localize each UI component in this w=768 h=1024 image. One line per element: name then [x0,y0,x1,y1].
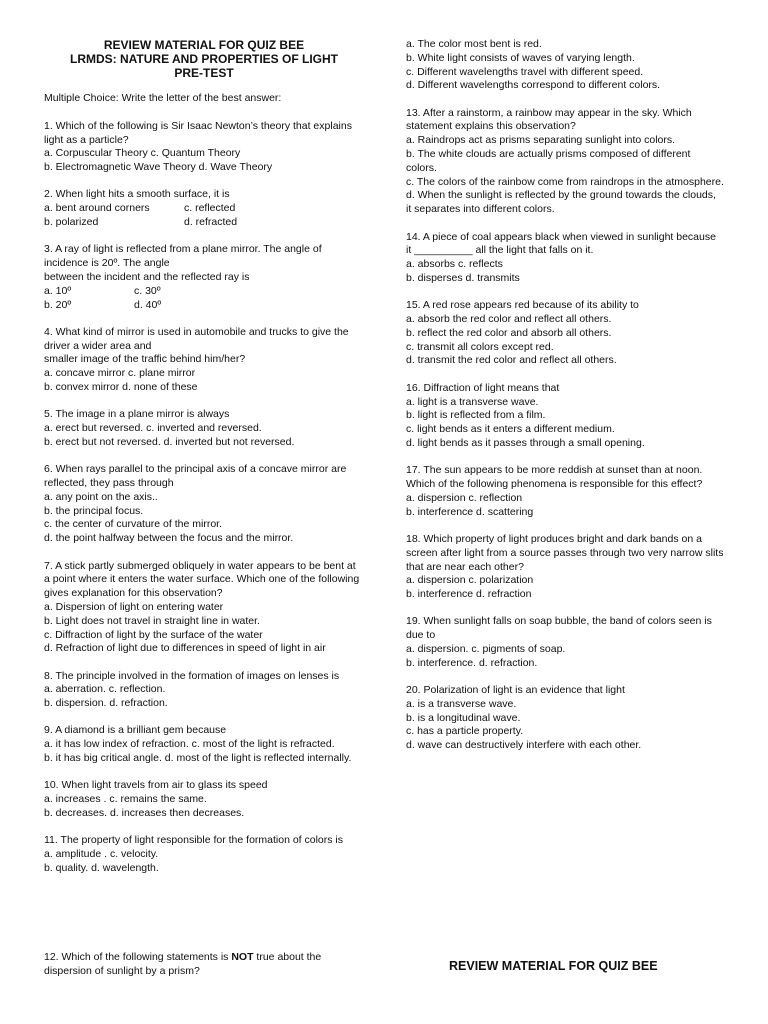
question-stem: 14. A piece of coal appears black when viewed in sunlight because it __________ all the light that falls on it. [406,230,716,257]
choice-b: b. 20º [44,298,72,311]
choice-line: c. has a particle property. [406,725,524,738]
question-1 [44,120,364,175]
title-line-1: REVIEW MATERIAL FOR QUIZ BEE [103,38,305,52]
choice-line: d. Different wavelengths correspond to different colors. [406,79,661,92]
title-line-3: PRE-TEST [174,66,234,80]
choice-line: a. erect but reversed. c. inverted and reversed. [44,422,262,435]
question-8 [44,670,364,711]
choice-line: b. White light consists of waves of varying length. [406,51,635,64]
question-stem: 6. When rays parallel to the principal axis of a concave mirror are reflected, they pass through [44,463,347,490]
choice-d: d. 40º [134,298,162,311]
choice-line: d. transmit the red color and reflect all others. [406,354,617,367]
choice-line: d. wave can destructively interfere with each other. [406,739,642,752]
left-column [44,38,364,889]
choice-line: b. The white clouds are actually prisms composed of different colors. [406,148,691,174]
choice-line: b. reflect the red color and absorb all others. [406,326,612,339]
choice-line: c. the center of curvature of the mirror. [44,518,222,531]
choice-line: a. it has low index of refraction. c. most of the light is refracted. [44,738,335,751]
question-18 [406,533,724,602]
question-stem: 13. After a rainstorm, a rainbow may appear in the sky. Which statement explains this observation? [406,106,692,133]
page-title [44,38,364,80]
choice-line: c. light bends as it enters a different medium. [406,423,615,436]
question-stem: 16. Diffraction of light means that [406,381,560,394]
choice-line: a. is a transverse wave. [406,697,517,710]
choice-line: a. increases . c. remains the same. [44,793,207,806]
choice-line: d. the point halfway between the focus and the mirror. [44,532,294,545]
choice-line: b. erect but not reversed. d. inverted but not reversed. [44,435,295,448]
choice-line: a. light is a transverse wave. [406,395,539,408]
question-19 [406,615,724,670]
question-stem-cont: between the incident and the reflected ray is [44,270,250,283]
question-12-choices [406,38,724,93]
choice-line: b. disperses d. transmits [406,271,520,284]
choice-line: b. convex mirror d. none of these [44,381,198,394]
question-stem: 17. The sun appears to be more reddish at sunset than at noon. Which of the following phenomena is responsible for this effect? [406,464,703,491]
choice-d: d. refracted [184,216,238,229]
choice-c: c. 30º [134,284,161,297]
choice-line: b. decreases. d. increases then decreases. [44,806,245,819]
question-7 [44,560,364,657]
question-15 [406,299,724,368]
question-14 [406,231,724,286]
question-stem-post: true about the dispersion of sunlight by a prism? [44,951,322,977]
question-stem: 5. The image in a plane mirror is always [44,408,230,421]
question-9 [44,724,364,765]
question-stem: 4. What kind of mirror is used in automobile and trucks to give the driver a wider area and [44,325,349,352]
choice-line: b. Light does not travel in straight line in water. [44,614,260,627]
choice-line: a. any point on the axis.. [44,490,158,503]
question-stem: 2. When light hits a smooth surface, it is [44,188,230,201]
question-stem: 10. When light travels from air to glass its speed [44,779,268,792]
choice-line: d. When the sunlight is reflected by the ground towards the clouds, it separates into different colors. [406,189,716,216]
choice-line: c. The colors of the rainbow come from raindrops in the atmosphere. [406,175,724,188]
choice-line: d. Refraction of light due to differences in speed of light in air [44,642,326,655]
question-stem-cont: smaller image of the traffic behind him/her? [44,353,246,366]
footer-title: REVIEW MATERIAL FOR QUIZ BEE [449,959,658,973]
question-13 [406,107,724,217]
question-2 [44,188,364,229]
question-stem-pre: 12. Which of the following statements is [44,951,232,963]
title-line-2: LRMDS: NATURE AND PROPERTIES OF LIGHT [70,52,338,66]
choice-line: a. absorbs c. reflects [406,258,503,271]
question-12 [44,951,364,979]
question-stem: 8. The principle involved in the formation of images on lenses is [44,669,340,682]
choice-line: b. dispersion. d. refraction. [44,697,168,710]
choice-a: a. 10º [44,284,72,297]
question-stem: 19. When sunlight falls on soap bubble, the band of colors seen is due to [406,615,712,642]
question-stem: 9. A diamond is a brilliant gem because [44,724,227,737]
question-stem: 7. A stick partly submerged obliquely in water appears to be bent at a point where it enters the water surface. Which one of the following gives explanation for this observation? [44,559,360,600]
choice-line: a. The color most bent is red. [406,38,542,50]
choice-line: a. amplitude . c. velocity. [44,848,159,861]
question-20 [406,684,724,753]
question-stem: 20. Polarization of light is an evidence that light [406,684,625,697]
choice-line: a. concave mirror c. plane mirror [44,367,196,380]
instructions: Multiple Choice: Write the letter of the best answer: [44,92,282,104]
question-stem: 3. A ray of light is reflected from a plane mirror. The angle of incidence is 20º. The angle [44,243,322,270]
choice-line: b. Electromagnetic Wave Theory d. Wave Theory [44,161,273,174]
choice-line: d. light bends as it passes through a small opening. [406,436,645,449]
question-5 [44,408,364,449]
question-3 [44,243,364,312]
question-stem-emphasis: NOT [231,951,254,963]
choice-line: b. quality. d. wavelength. [44,861,159,874]
choice-line: a. dispersion c. reflection [406,491,523,504]
choice-a: a. bent around corners [44,202,150,215]
choice-c: c. reflected [184,202,236,215]
choice-line: b. the principal focus. [44,504,144,517]
choice-line: b. interference d. scattering [406,505,534,518]
question-11 [44,834,364,875]
choice-line: a. Raindrops act as prisms separating sunlight into colors. [406,134,676,147]
question-stem: 11. The property of light responsible for the formation of colors is [44,834,344,847]
choice-line: a. Dispersion of light on entering water [44,600,224,613]
choice-line: b. is a longitudinal wave. [406,711,521,724]
question-6 [44,463,364,546]
right-column [406,38,724,767]
choice-line: a. dispersion. c. pigments of soap. [406,642,566,655]
question-17 [406,464,724,519]
choice-line: a. Corpuscular Theory c. Quantum Theory [44,147,241,160]
choice-line: b. light is reflected from a film. [406,409,546,422]
question-stem: 18. Which property of light produces bright and dark bands on a screen after light from a source passes through two very narrow slits that are near each other? [406,532,724,573]
question-4 [44,326,364,395]
question-10 [44,779,364,820]
choice-line: b. it has big critical angle. d. most of the light is reflected internally. [44,752,352,765]
choice-line: a. aberration. c. reflection. [44,683,166,696]
question-stem: 1. Which of the following is Sir Isaac Newton’s theory that explains light as a particle? [44,119,352,146]
choice-line: b. interference. d. refraction. [406,656,538,669]
question-16 [406,382,724,451]
choice-line: a. absorb the red color and reflect all others. [406,313,612,326]
question-stem: 15. A red rose appears red because of its ability to [406,299,639,312]
choice-b: b. polarized [44,216,99,229]
choice-line: c. Diffraction of light by the surface of the water [44,628,263,641]
choice-line: c. Different wavelengths travel with different speed. [406,65,644,78]
choice-line: a. dispersion c. polarization [406,574,534,587]
choice-line: b. interference d. refraction [406,588,532,601]
choice-line: c. transmit all colors except red. [406,340,554,353]
